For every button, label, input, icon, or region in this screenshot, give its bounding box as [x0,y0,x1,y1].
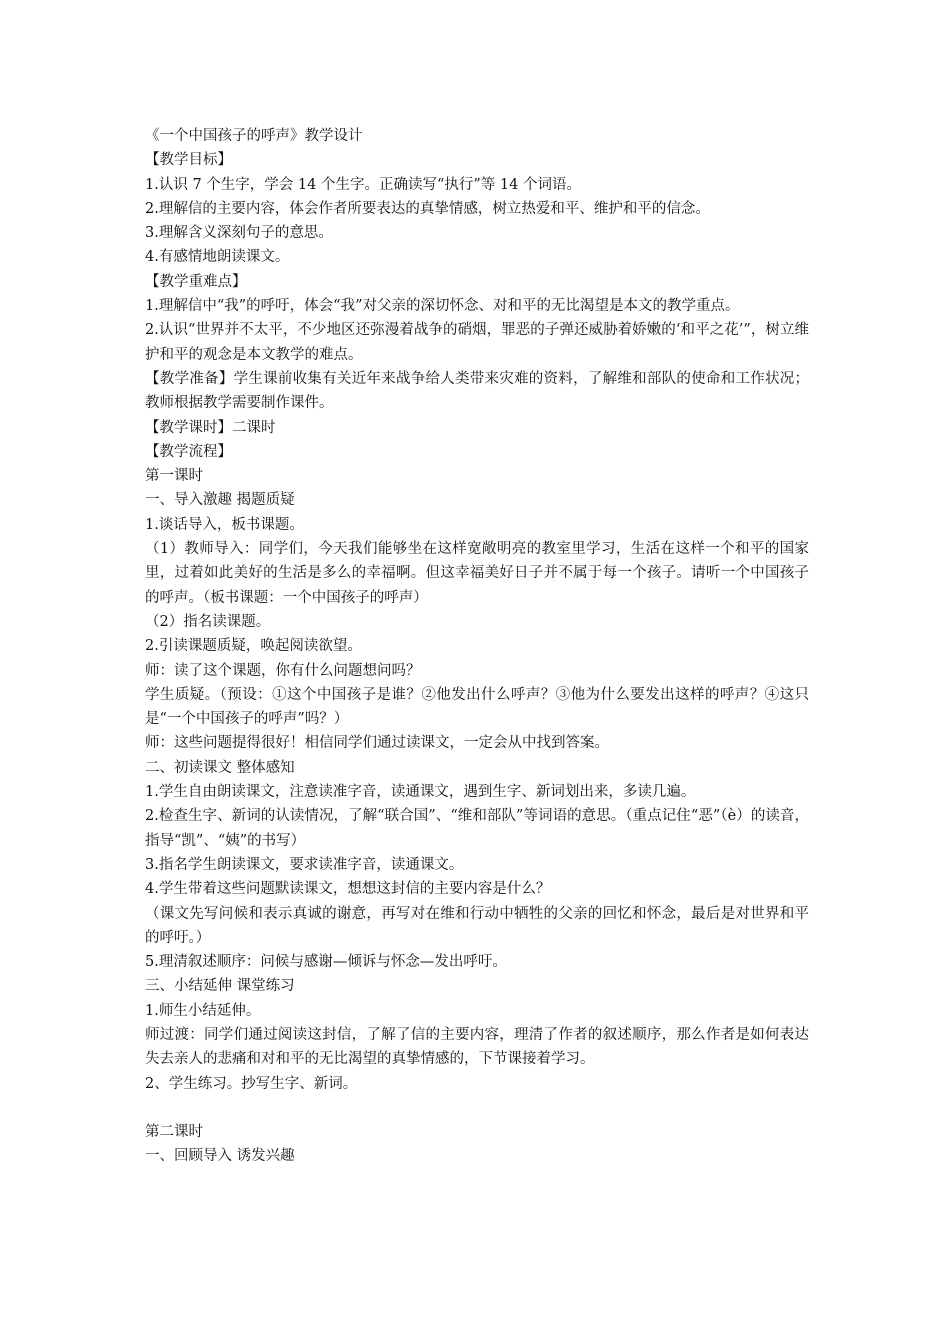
paragraph: （1）教师导入：同学们，今天我们能够坐在这样宽敞明亮的教室里学习，生活在这样一个和平的国家里，过着如此美好的生活是多么的幸福啊。但这幸福美好日子并不属于每一个孩子。请听一个中国孩子的呼声。（板书课题：一个中国孩子的呼声） [145,541,809,606]
paragraph: （课文先写问候和表示真诚的谢意，再写对在维和行动中牺牲的父亲的回忆和怀念，最后是对世界和平的呼吁。） [145,905,809,946]
subsection-heading: 三、小结延伸 课堂练习 [145,978,295,995]
lesson-heading-first: 第一课时 [145,468,203,485]
paragraph: 1.理解信中“我”的呼吁，体会“我”对父亲的深切怀念、对和平的无比渴望是本文的教学重点。 [145,298,740,315]
paragraph: 师：读了这个课题，你有什么问题想问吗？ [145,662,421,679]
paragraph: 2、学生练习。抄写生字、新词。 [145,1075,358,1092]
paragraph: 1.学生自由朗读课文，注意读准字音，读通课文，遇到生字、新词划出来，多读几遍。 [145,784,696,801]
subsection-heading: 一、导入激趣 揭题质疑 [145,492,295,509]
paragraph: 1.认识 7 个生字，学会 14 个生字。正确读写“执行”等 14 个词语。 [145,176,581,193]
paragraph: 4.学生带着这些问题默读课文，想想这封信的主要内容是什么？ [145,881,551,898]
section-heading-process: 【教学流程】 [145,443,232,460]
blank-line [145,1096,809,1120]
paragraph: 2.检查生字、新词的认读情况，了解“联合国”、“维和部队”等词语的意思。（重点记住“恶”（è）的读音，指导“凯”、“姨”的书写） [145,808,809,849]
paragraph: 2.引读课题质疑，唤起阅读欲望。 [145,638,362,655]
paragraph: 师过渡：同学们通过阅读这封信，了解了信的主要内容，理清了作者的叙述顺序，那么作者是如何表达失去亲人的悲痛和对和平的无比渴望的真挚情感的，下节课接着学习。 [145,1026,809,1068]
paragraph: 师：这些问题提得很好！相信同学们通过读课文，一定会从中找到答案。 [145,735,609,752]
subsection-heading: 二、初读课文 整体感知 [145,759,295,776]
paragraph: 3.指名学生朗读课文，要求读准字音，读通课文。 [145,856,464,873]
paragraph: 学生质疑。（预设：①这个中国孩子是谁？②他发出什么呼声？③他为什么要发出这样的呼声？④这只是“一个中国孩子的呼声”吗？） [145,686,809,728]
paragraph: （2）指名读课题。 [145,613,271,630]
paragraph: 2.认识“世界并不太平，不少地区还弥漫着战争的硝烟，罪恶的子弹还威胁着娇嫩的‘和平之花’”，树立维护和平的观念是本文教学的难点。 [145,322,809,363]
paragraph: 5.理清叙述顺序：问候与感谢—倾诉与怀念—发出呼吁。 [145,954,507,971]
paragraph: 2.理解信的主要内容，体会作者所要表达的真挚情感，树立热爱和平、维护和平的信念。 [145,200,710,217]
paragraph: 【教学准备】学生课前收集有关近年来战争给人类带来灾难的资料，了解维和部队的使命和工作状况；教师根据教学需要制作课件。 [145,370,809,412]
subsection-heading: 一、回顾导入 诱发兴趣 [145,1148,295,1165]
paragraph: 4.有感情地朗读课文。 [145,249,290,266]
paragraph: 【教学课时】二课时 [145,419,276,436]
document-title: 《一个中国孩子的呼声》教学设计 [145,128,363,144]
paragraph: 3.理解含义深刻句子的意思。 [145,225,333,242]
paragraph: 1.师生小结延伸。 [145,1002,261,1019]
lesson-heading-second: 第二课时 [145,1124,203,1141]
document-page [145,124,809,1169]
section-heading-objectives: 【教学目标】 [145,152,232,169]
section-heading-key-points: 【教学重难点】 [145,273,247,290]
paragraph: 1.谈话导入，板书课题。 [145,516,304,533]
